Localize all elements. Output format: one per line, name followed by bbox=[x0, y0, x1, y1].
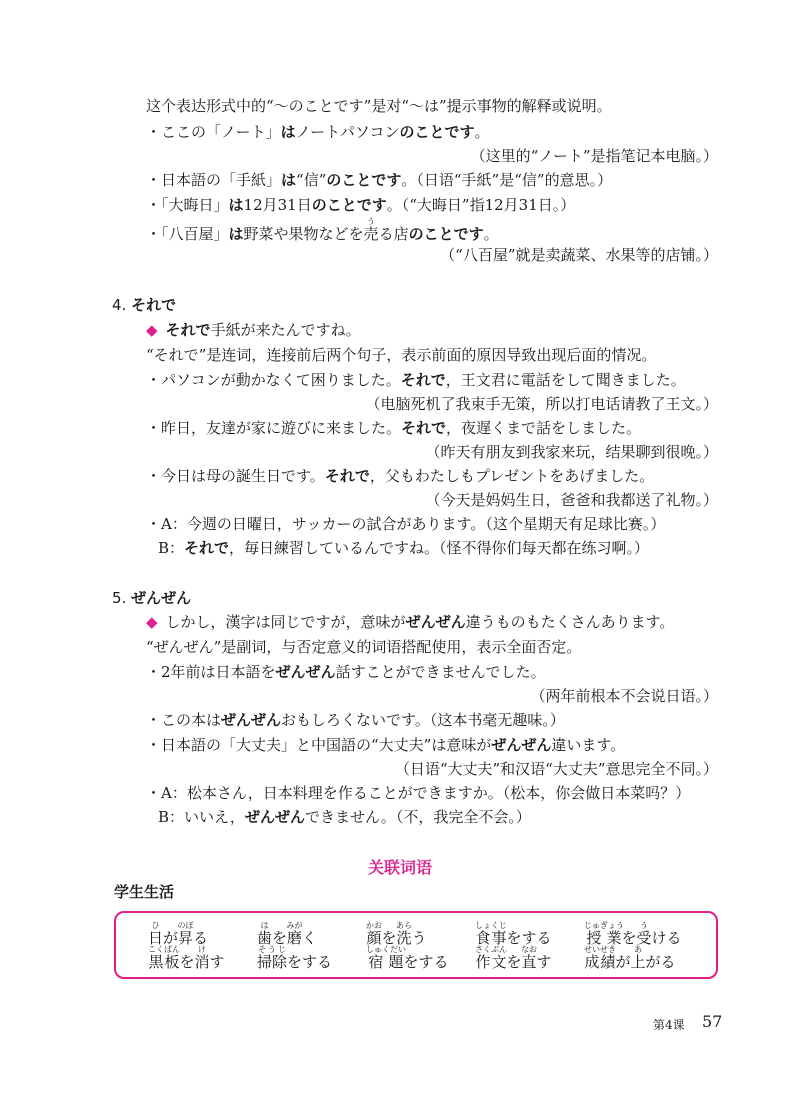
translation-line: （昨天有朋友到我家来玩，结果聊到很晚。） bbox=[425, 443, 718, 461]
example-line: ・日本語の「大丈夫」と中国語の“大丈夫”は意味がぜんぜん違います。 bbox=[146, 736, 626, 754]
page-number: 57 bbox=[702, 1012, 723, 1031]
example-line: ・2年前は日本語をぜんぜん話すことができませんでした。 bbox=[146, 663, 546, 681]
vocab-phrase: 作文さくぶんを直なおす bbox=[475, 945, 552, 971]
diamond-icon: ◆ bbox=[146, 613, 158, 631]
translation-line: （“八百屋”就是卖蔬菜、水果等的店铺。） bbox=[440, 246, 718, 264]
translation-line: （两年前根本不会说日语。） bbox=[530, 687, 718, 705]
translation-line: （今天是妈妈生日，爸爸和我都送了礼物。） bbox=[425, 491, 718, 509]
translation-line: （电脑死机了我束手无策，所以打电话请教了王文。） bbox=[365, 395, 718, 413]
dialogue-line-a: ・A：今週の日曜日，サッカーの試合があります。（这个星期天有足球比赛。） bbox=[146, 515, 666, 533]
section-heading: 4. それで bbox=[112, 296, 177, 314]
vocab-phrase: 掃除そうじをする bbox=[257, 945, 333, 971]
vocab-phrase: 食事しょくじをする bbox=[475, 921, 552, 947]
section-heading: 5. ぜんぜん bbox=[112, 589, 192, 607]
translation-line: （日语“大丈夫”和汉语“大丈夫”意思完全不同。） bbox=[394, 760, 718, 778]
vocab-phrase: 授業じゅぎょうを受うける bbox=[584, 921, 682, 947]
vocab-phrase: 顔かおを洗あらう bbox=[366, 921, 427, 947]
dialogue-line-b: B：いいえ，ぜんぜんできません。（不，我完全不会。） bbox=[158, 808, 531, 826]
vocab-phrase: 成績せいせきが上あがる bbox=[584, 945, 676, 971]
example-line: ・日本語の「手紙」は“信”のことです。（日语“手紙”是“信”的意思。） bbox=[146, 171, 613, 189]
example-line: ・パソコンが動かなくて困りました。それで，王文君に電話をして聞きました。 bbox=[146, 371, 686, 389]
example-line: ・この本はぜんぜんおもしろくないです。（这本书毫无趣味。） bbox=[146, 711, 565, 729]
key-sentence: ◆ しかし，漢字は同じですが，意味がぜんぜん違うものもたくさんあります。 bbox=[146, 613, 675, 631]
dialogue-line-a: ・A：松本さん，日本料理を作ることができますか。（松本，你会做日本菜吗？） bbox=[146, 784, 691, 802]
vocab-phrase: 歯はを磨みがく bbox=[257, 921, 318, 947]
explanation-text: “それで”是连词，连接前后两个句子，表示前面的原因导致出现后面的情况。 bbox=[146, 346, 657, 364]
vocab-phrase: 黒板こくばんを消けす bbox=[148, 945, 225, 971]
lesson-label: 第4课 bbox=[653, 1018, 685, 1032]
example-line: ・「大晦日」は12月31日のことです。（“大晦日”指12月31日。） bbox=[146, 196, 576, 214]
intro-text: 这个表达形式中的“～のことです”是对“～は”提示事物的解释或说明。 bbox=[146, 97, 612, 115]
example-line: ・今日は母の誕生日です。それで，父もわたしもプレゼントをあげました。 bbox=[146, 467, 655, 485]
vocab-phrase: 日ひが昇のぼる bbox=[148, 921, 209, 947]
diamond-icon: ◆ bbox=[146, 321, 158, 339]
key-sentence: ◆ それで手紙が来たんですね。 bbox=[146, 321, 361, 339]
dialogue-line-b: B：それで，毎日練習しているんですね。（怪不得你们每天都在练习啊。） bbox=[158, 539, 650, 557]
example-line: ・ここの「ノート」はノートパソコンのことです。 bbox=[146, 123, 490, 141]
translation-line: （这里的“ノート”是指笔记本电脑。） bbox=[470, 147, 718, 165]
category-subtitle: 学生生活 bbox=[114, 883, 175, 901]
vocab-phrase: 宿題しゅくだいをする bbox=[366, 945, 449, 971]
example-line: ・昨日，友達が家に遊びに来ました。それで，夜遅くまで話をしました。 bbox=[146, 419, 642, 437]
related-words-title: 关联词语 bbox=[367, 858, 432, 877]
example-line: ・「八百屋」は野菜や果物などを売うる店のことです。 bbox=[146, 217, 499, 243]
explanation-text: “ぜんぜん”是副词，与否定意义的词语搭配使用，表示全面否定。 bbox=[146, 638, 582, 656]
